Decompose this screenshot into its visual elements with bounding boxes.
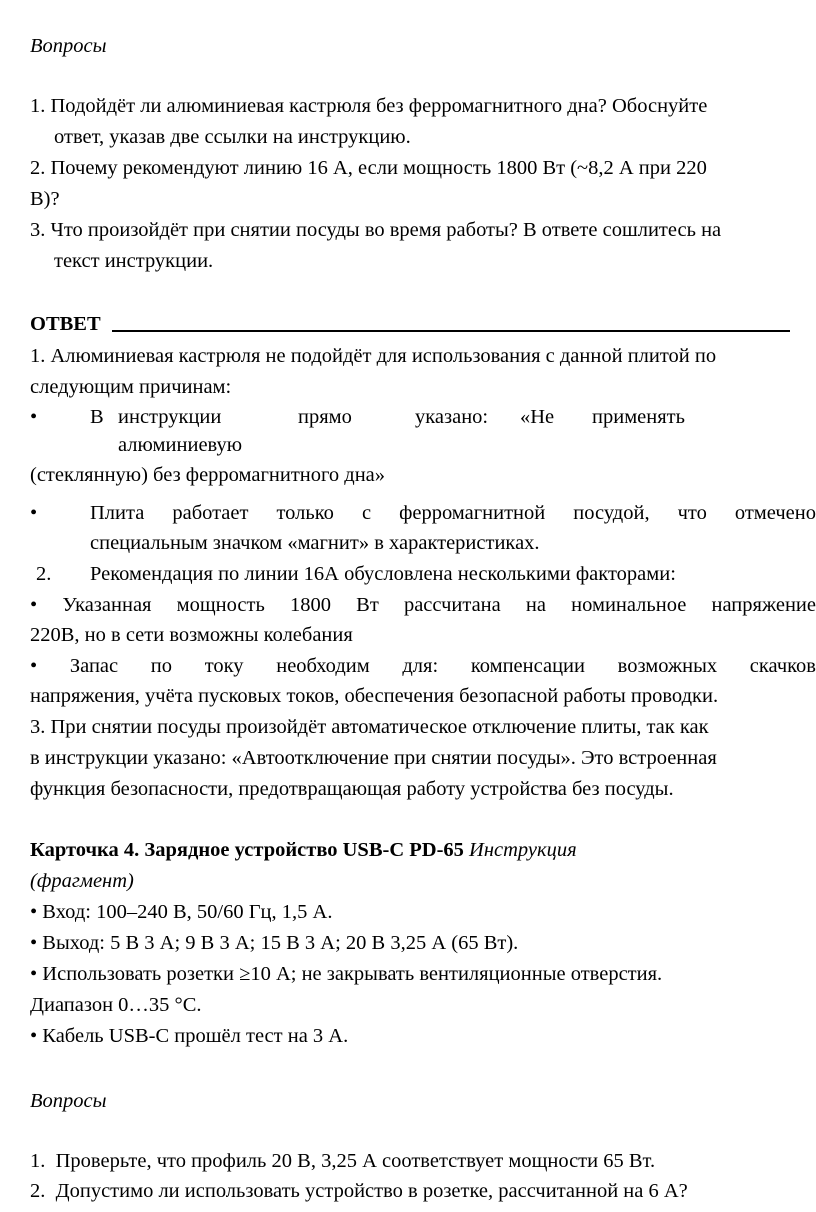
bullet-1-line2: алюминиевую: [118, 434, 243, 456]
question-text: Подойдёт ли алюминиевая кастрюля без ферромагнитного дна? Обоснуйте: [50, 95, 708, 117]
card-item-cable: • Кабель USB-C прошёл тест на 3 А.: [30, 1025, 349, 1047]
question-number: 1.: [30, 95, 46, 117]
answer-2-number: 2.: [36, 563, 52, 585]
question-3: [30, 220, 721, 241]
answer-label: ОТВЕТ: [30, 313, 101, 335]
question-number: 1.: [30, 1150, 46, 1172]
question-text: Допустимо ли использовать устройство в розетке, рассчитанной на 6 А?: [55, 1180, 688, 1202]
question-2: [30, 158, 707, 179]
answer-2-bullet-1-line2: 220В, но в сети возможны колебания: [30, 624, 353, 646]
answer-3-line3: функция безопасности, предотвращающая работу устройства без посуды.: [30, 778, 674, 800]
question-3-cont: текст инструкции.: [54, 250, 214, 272]
question-number: 3.: [30, 219, 46, 241]
answer-1-line1: 1. Алюминиевая кастрюля не подойдёт для использования с данной плитой по: [30, 345, 717, 367]
word: инструкции: [118, 406, 222, 428]
card-title-bold: Карточка 4. Зарядное устройство USB-C PD-65: [30, 839, 464, 861]
question-text: Почему рекомендуют линию 16 А, если мощность 1800 Вт (~8,2 А при 220: [50, 157, 707, 179]
card-item-range: Диапазон 0…35 °С.: [30, 994, 202, 1016]
card-title-fragment: (фрагмент): [30, 870, 134, 892]
question-1: [30, 96, 707, 117]
question-2-2: [30, 1181, 688, 1202]
card-title: [30, 840, 577, 861]
word: указано:: [415, 406, 489, 428]
answer-underline: [112, 330, 790, 332]
questions-heading: Вопросы: [30, 35, 107, 57]
word: В: [90, 406, 104, 428]
answer-3-line1: 3. При снятии посуды произойдёт автоматическое отключение плиты, так как: [30, 716, 709, 738]
word: прямо: [298, 406, 352, 428]
question-number: 2.: [30, 157, 46, 179]
answer-1-bullet-1-line3: (стеклянную) без ферромагнитного дна»: [30, 464, 386, 486]
questions-heading-2: Вопросы: [30, 1090, 107, 1112]
bullet: •: [30, 406, 38, 428]
bullet-2-line2: специальным значком «магнит» в характеристиках.: [90, 532, 540, 554]
bullet: •: [30, 502, 38, 524]
card-item-input: • Вход: 100–240 В, 50/60 Гц, 1,5 А.: [30, 901, 333, 923]
answer-1-line2: следующим причинам:: [30, 376, 232, 398]
answer-2-text: Рекомендация по линии 16А обусловлена несколькими факторами:: [90, 563, 676, 585]
answer-3-line2: в инструкции указано: «Автоотключение при снятии посуды». Это встроенная: [30, 747, 717, 769]
question-number: 2.: [30, 1180, 46, 1202]
question-1-cont: ответ, указав две ссылки на инструкцию.: [54, 126, 411, 148]
card-item-sockets: • Использовать розетки ≥10 А; не закрывать вентиляционные отверстия.: [30, 963, 663, 985]
word: «Не: [520, 406, 555, 428]
question-text: Проверьте, что профиль 20 В, 3,25 А соответствует мощности 65 Вт.: [55, 1150, 656, 1172]
word: применять: [592, 406, 685, 428]
question-text: Что произойдёт при снятии посуды во время работы? В ответе сошлитесь на: [50, 219, 722, 241]
question-2-1: [30, 1151, 655, 1172]
answer-2-bullet-2-line2: напряжения, учёта пусковых токов, обеспечения безопасной работы проводки.: [30, 685, 719, 707]
answer-2-bullet-1-line1: • Указанная мощность 1800 Вт рассчитана на номинальное напряжение: [30, 594, 816, 616]
question-2-cont: В)?: [30, 188, 60, 210]
card-title-italic: Инструкция: [469, 839, 577, 861]
answer-2-bullet-2-line1: • Запас по току необходим для: компенсации возможных скачков: [30, 655, 816, 677]
card-item-output: • Выход: 5 В 3 А; 9 В 3 А; 15 В 3 А; 20 В 3,25 А (65 Вт).: [30, 932, 519, 954]
